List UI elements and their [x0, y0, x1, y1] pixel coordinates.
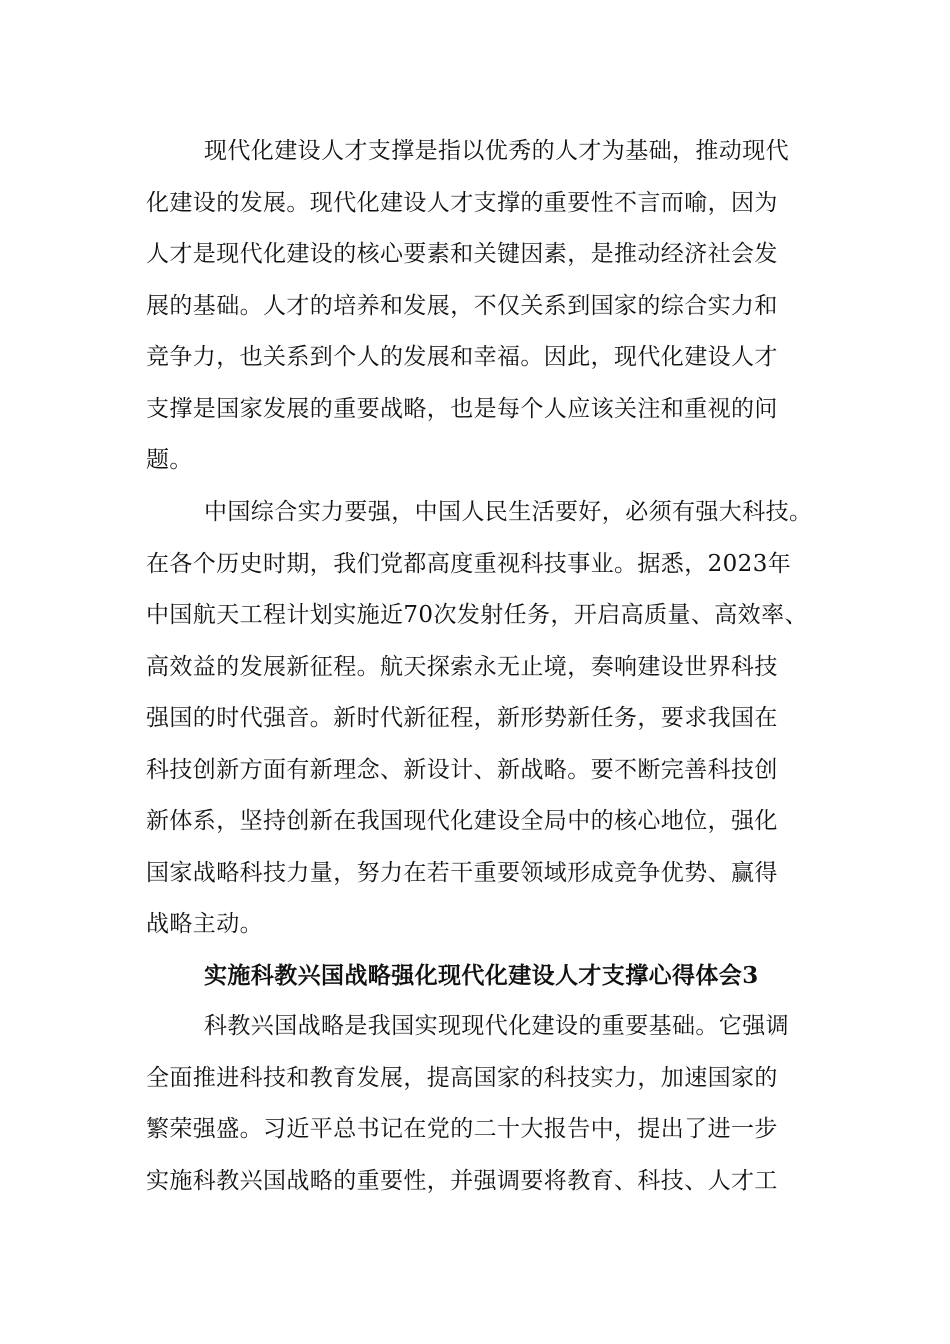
- paragraph-line: 化建设的发展。现代化建设人才支撑的重要性不言而喻，因为: [146, 189, 778, 216]
- paragraph-line: 国家战略科技力量，努力在若干重要领域形成竞争优势、赢得: [146, 859, 778, 886]
- paragraph-line: 中国综合实力要强，中国人民生活要好，必须有强大科技。: [204, 499, 813, 525]
- paragraph-line: 繁荣强盛。习近平总书记在党的二十大报告中，提出了进一步: [146, 1116, 778, 1142]
- paragraph-line: 实施科教兴国战略的重要性，并强调要将教育、科技、人才工: [146, 1167, 778, 1194]
- paragraph-line: 高效益的发展新征程。航天探索永无止境，奏响建设世界科技: [146, 653, 778, 680]
- paragraph-line: 在各个历史时期，我们党都高度重视科技事业。据悉，2023年: [146, 550, 792, 577]
- paragraph-line: 强国的时代强音。新时代新征程，新形势新任务，要求我国在: [146, 705, 778, 731]
- paragraph-technology-strength: [146, 487, 826, 951]
- paragraph-line: 人才是现代化建设的核心要素和关键因素，是推动经济社会发: [146, 241, 778, 267]
- paragraph-line: 全面推进科技和教育发展，提高国家的科技实力，加速国家的: [146, 1064, 778, 1091]
- paragraph-line: 竞争力，也关系到个人的发展和幸福。因此，现代化建设人才: [146, 344, 778, 370]
- paragraph-talent-support: [146, 126, 826, 487]
- paragraph-line: 科教兴国战略是我国实现现代化建设的重要基础。它强调: [204, 1013, 789, 1039]
- paragraph-line: 战略主动。: [146, 911, 263, 937]
- section-heading: 实施科教兴国战略强化现代化建设人才支撑心得体会3: [204, 962, 759, 989]
- paragraph-line: 新体系，坚持创新在我国现代化建设全局中的核心地位，强化: [146, 808, 778, 834]
- paragraph-line: 现代化建设人才支撑是指以优秀的人才为基础，推动现代: [204, 138, 789, 164]
- paragraph-line: 展的基础。人才的培养和发展，不仅关系到国家的综合实力和: [146, 292, 778, 319]
- paragraph-line: 支撑是国家发展的重要战略，也是每个人应该关注和重视的问: [146, 395, 778, 422]
- paragraph-science-education-strategy: [146, 1001, 826, 1207]
- paragraph-line: 题。: [146, 447, 193, 473]
- paragraph-line: 科技创新方面有新理念、新设计、新战略。要不断完善科技创: [146, 756, 778, 783]
- paragraph-line: 中国航天工程计划实施近70次发射任务，开启高质量、高效率、: [146, 602, 808, 628]
